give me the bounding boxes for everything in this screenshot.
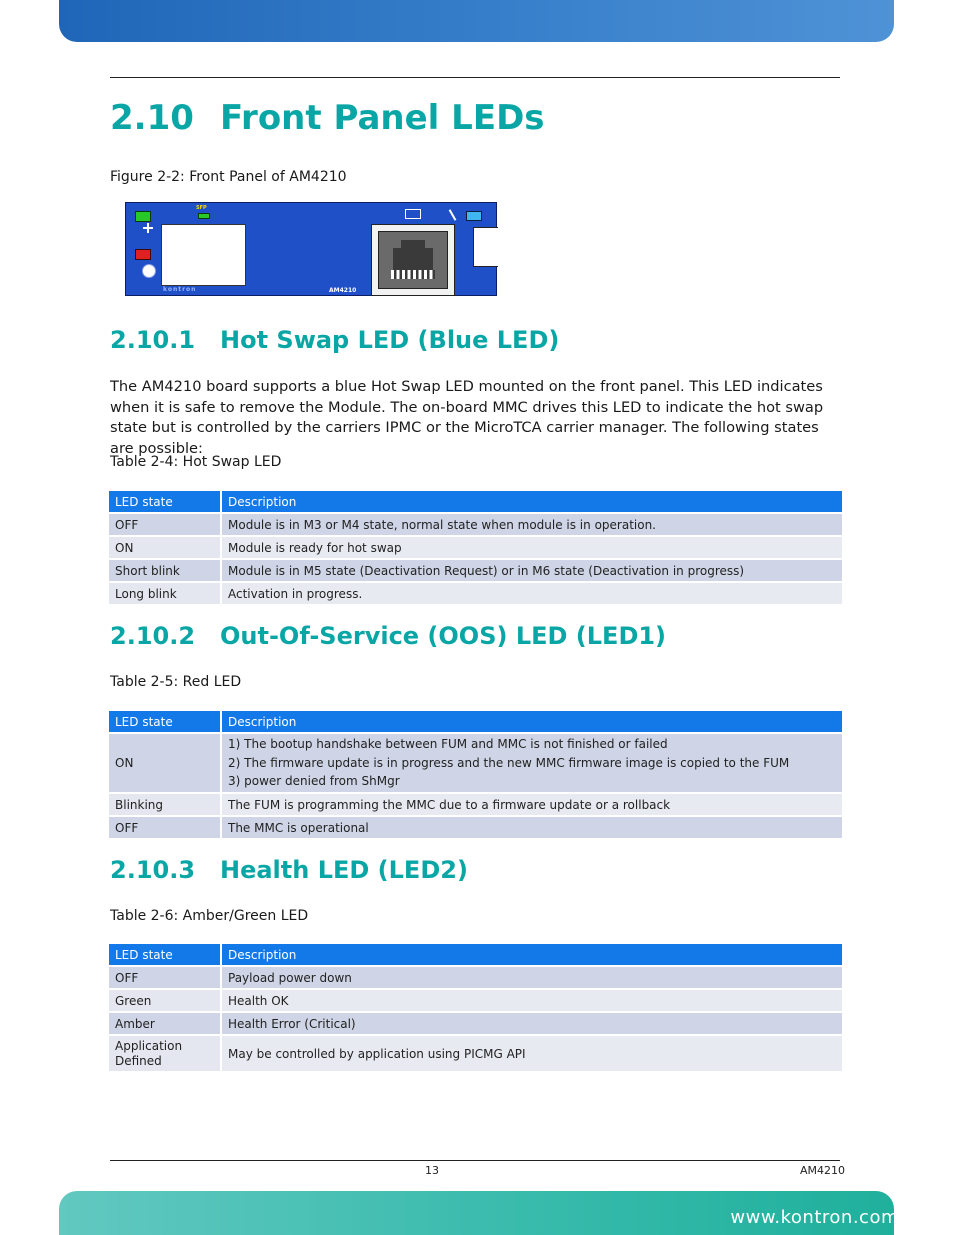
table-row bbox=[109, 537, 842, 560]
description-cell: The FUM is programming the MMC due to a firmware update or a rollback bbox=[222, 794, 842, 817]
table-caption: Table 2-6: Amber/Green LED bbox=[110, 908, 309, 924]
latch-notch bbox=[473, 227, 498, 267]
table-row bbox=[109, 990, 842, 1013]
green-led bbox=[135, 211, 151, 222]
table-header-row bbox=[109, 491, 842, 514]
description-cell: Module is ready for hot swap bbox=[222, 537, 842, 560]
table-row bbox=[109, 1036, 842, 1073]
section-heading-health bbox=[110, 856, 468, 884]
header-rule bbox=[110, 77, 840, 78]
led-state-cell: Amber bbox=[109, 1013, 222, 1036]
table-row bbox=[109, 794, 842, 817]
table-row bbox=[109, 560, 842, 583]
description-cell: Health OK bbox=[222, 990, 842, 1013]
sfp-led bbox=[198, 213, 210, 219]
hot-swap-paragraph: The AM4210 board supports a blue Hot Swap LED mounted on the front panel. This LED indicates when it is safe to remove the Module. The on-board MMC drives this LED to indicate the hot swap state but is controlled by the carriers IPMC or the MicroTCA carrier manager. The following states are possible: bbox=[110, 378, 824, 457]
warning-icon bbox=[142, 264, 156, 278]
led-state-cell: OFF bbox=[109, 967, 222, 990]
table-row bbox=[109, 734, 842, 794]
led-state-cell: Long blink bbox=[109, 583, 222, 606]
section-heading-oos bbox=[110, 622, 666, 650]
led-state-cell: OFF bbox=[109, 817, 222, 840]
table-header-row bbox=[109, 711, 842, 734]
section-number: 2.10.1 bbox=[110, 326, 196, 354]
led-state-cell: Green bbox=[109, 990, 222, 1013]
column-header: Description bbox=[222, 491, 842, 514]
description-cell: Payload power down bbox=[222, 967, 842, 990]
plus-icon bbox=[143, 223, 153, 233]
section-number: 2.10 bbox=[110, 98, 194, 138]
top-banner bbox=[59, 0, 894, 42]
board-label: AM4210 bbox=[329, 287, 357, 294]
section-number: 2.10.3 bbox=[110, 856, 196, 884]
description-cell: Module is in M3 or M4 state, normal state when module is in operation. bbox=[222, 514, 842, 537]
description-line: 1) The bootup handshake between FUM and MMC is not finished or failed bbox=[228, 737, 668, 752]
led-state-cell: Blinking bbox=[109, 794, 222, 817]
description-line: 2) The firmware update is in progress and the new MMC firmware image is copied to the FUM bbox=[228, 755, 790, 770]
description-cell: Module is in M5 state (Deactivation Request) or in M6 state (Deactivation in progress) bbox=[222, 560, 842, 583]
red-led bbox=[135, 249, 151, 260]
front-panel-figure bbox=[125, 202, 497, 296]
column-header: LED state bbox=[109, 491, 222, 514]
page-title bbox=[110, 98, 545, 138]
page-number: 13 bbox=[425, 1164, 439, 1177]
red-led-table bbox=[109, 711, 842, 840]
footer-rule bbox=[110, 1160, 840, 1161]
section-title: Health LED (LED2) bbox=[220, 856, 468, 884]
table-caption: Table 2-4: Hot Swap LED bbox=[110, 454, 282, 470]
blue-led bbox=[466, 211, 482, 221]
led-state-cell: OFF bbox=[109, 514, 222, 537]
led-state-cell: ON bbox=[109, 537, 222, 560]
website-link[interactable]: www.kontron.com bbox=[730, 1207, 899, 1228]
description-cell: Health Error (Critical) bbox=[222, 1013, 842, 1036]
health-led-table bbox=[109, 944, 842, 1073]
column-header: LED state bbox=[109, 711, 222, 734]
table-row bbox=[109, 817, 842, 840]
description-cell: Activation in progress. bbox=[222, 583, 842, 606]
network-icon bbox=[405, 209, 421, 219]
sfp-label: SFP bbox=[196, 205, 207, 211]
table-row bbox=[109, 514, 842, 537]
section-number: 2.10.2 bbox=[110, 622, 196, 650]
rj45-port bbox=[371, 224, 455, 296]
table-row bbox=[109, 967, 842, 990]
table-row bbox=[109, 583, 842, 606]
led-state-cell: ON bbox=[109, 734, 222, 794]
hot-swap-icon bbox=[449, 205, 464, 220]
section-title: Hot Swap LED (Blue LED) bbox=[220, 326, 560, 354]
description-cell: May be controlled by application using PICMG API bbox=[222, 1036, 842, 1073]
table-caption: Table 2-5: Red LED bbox=[110, 674, 242, 690]
section-title: Out-Of-Service (OOS) LED (LED1) bbox=[220, 622, 667, 650]
column-header: LED state bbox=[109, 944, 222, 967]
description-cell: The MMC is operational bbox=[222, 817, 842, 840]
section-title: Front Panel LEDs bbox=[220, 98, 545, 138]
footer-doc-name: AM4210 bbox=[800, 1164, 846, 1177]
column-header: Description bbox=[222, 944, 842, 967]
vendor-logo: kontron bbox=[163, 286, 197, 293]
table-header-row bbox=[109, 944, 842, 967]
sfp-cage bbox=[161, 224, 246, 286]
description-cell bbox=[222, 734, 842, 794]
led-state-cell: Short blink bbox=[109, 560, 222, 583]
hot-swap-table bbox=[109, 491, 842, 606]
table-row bbox=[109, 1013, 842, 1036]
section-heading-hot-swap bbox=[110, 326, 559, 354]
description-line: 3) power denied from ShMgr bbox=[228, 774, 400, 789]
led-state-cell: Application Defined bbox=[109, 1036, 222, 1073]
column-header: Description bbox=[222, 711, 842, 734]
figure-caption: Figure 2-2: Front Panel of AM4210 bbox=[110, 169, 347, 185]
